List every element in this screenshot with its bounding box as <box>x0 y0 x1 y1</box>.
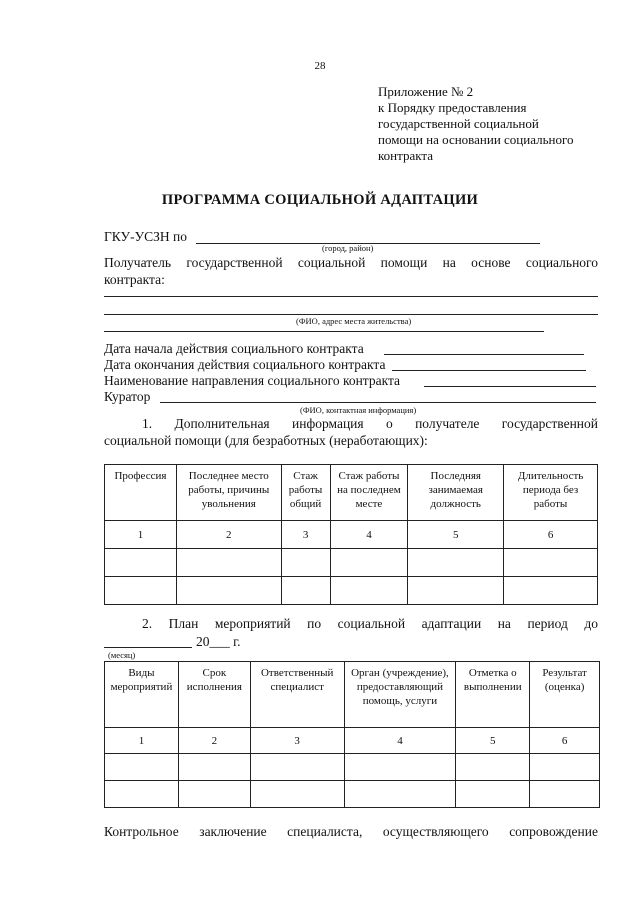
start-date-label: Дата начала действия социального контракта <box>104 341 364 356</box>
appendix-line: Приложение № 2 <box>378 84 474 99</box>
appendix-line: контракта <box>378 148 433 163</box>
section1-number-cell: 3 <box>281 521 330 549</box>
table-row <box>105 549 598 577</box>
section2-header-cell: Виды мероприятий <box>105 662 179 728</box>
recipient-input-line[interactable] <box>104 331 544 332</box>
section2-header-cell: Отметка о выполнении <box>456 662 530 728</box>
empty-cell[interactable] <box>250 754 344 781</box>
empty-cell[interactable] <box>344 754 456 781</box>
section1-header-cell: Стаж работы на последнем месте <box>330 465 408 521</box>
curator-caption: (ФИО, контактная информация) <box>300 405 417 415</box>
section1-heading-line2: социальной помощи (для безработных (неработающих): <box>104 433 428 448</box>
empty-cell[interactable] <box>330 577 408 605</box>
end-date-input-line[interactable] <box>392 370 586 371</box>
empty-cell[interactable] <box>105 781 179 808</box>
section1-number-row <box>105 521 598 549</box>
empty-cell[interactable] <box>178 754 250 781</box>
empty-cell[interactable] <box>504 577 598 605</box>
empty-cell[interactable] <box>456 754 530 781</box>
table-row <box>105 754 600 781</box>
page-title: ПРОГРАММА СОЦИАЛЬНОЙ АДАПТАЦИИ <box>161 192 479 208</box>
section1-header-cell: Последняя занимаемая должность <box>408 465 504 521</box>
recipient-text-line1: Получатель государственной социальной помощи на основе социального <box>104 255 598 270</box>
empty-cell[interactable] <box>456 781 530 808</box>
empty-cell[interactable] <box>504 549 598 577</box>
section2-header-cell: Срок исполнения <box>178 662 250 728</box>
empty-cell[interactable] <box>178 781 250 808</box>
empty-cell[interactable] <box>176 549 281 577</box>
period-year: 20___ г. <box>196 634 241 649</box>
section2-number-row <box>105 728 600 754</box>
section1-header-row <box>105 465 598 521</box>
empty-cell[interactable] <box>281 549 330 577</box>
section2-heading-line1: 2. План мероприятий по социальной адаптации на период до <box>142 616 598 631</box>
table-row <box>105 577 598 605</box>
section1-header-cell: Последнее место работы, причины увольнения <box>176 465 281 521</box>
section2-header-cell: Ответственный специалист <box>250 662 344 728</box>
section1-number-cell: 4 <box>330 521 408 549</box>
section1-header-cell: Профессия <box>105 465 177 521</box>
table-row <box>105 781 600 808</box>
section2-number-cell: 2 <box>178 728 250 754</box>
recipient-input-line[interactable] <box>104 314 598 315</box>
recipient-caption: (ФИО, адрес места жительства) <box>296 316 412 326</box>
direction-input-line[interactable] <box>424 386 596 387</box>
section2-number-cell: 3 <box>250 728 344 754</box>
curator-label: Куратор <box>104 389 151 404</box>
appendix-line: помощи на основании социального <box>378 132 574 147</box>
section2-number-cell: 1 <box>105 728 179 754</box>
period-month-input-line[interactable] <box>104 647 192 648</box>
empty-cell[interactable] <box>176 577 281 605</box>
section2-number-cell: 4 <box>344 728 456 754</box>
section1-number-cell: 2 <box>176 521 281 549</box>
section1-table <box>104 464 598 605</box>
control-conclusion-text: Контрольное заключение специалиста, осуществляющего сопровождение <box>104 824 598 839</box>
empty-cell[interactable] <box>530 781 600 808</box>
direction-label: Наименование направления социального контракта <box>104 373 401 388</box>
section1-number-cell: 6 <box>504 521 598 549</box>
section1-number-cell: 1 <box>105 521 177 549</box>
section2-header-cell: Результат (оценка) <box>530 662 600 728</box>
curator-input-line[interactable] <box>160 402 596 403</box>
empty-cell[interactable] <box>105 577 177 605</box>
section1-header-cell: Длительность периода без работы <box>504 465 598 521</box>
empty-cell[interactable] <box>330 549 408 577</box>
section2-header-row <box>105 662 600 728</box>
appendix-line: государственной социальной <box>378 116 539 131</box>
end-date-label: Дата окончания действия социального контракта <box>104 357 386 372</box>
empty-cell[interactable] <box>530 754 600 781</box>
empty-cell[interactable] <box>105 549 177 577</box>
empty-cell[interactable] <box>408 549 504 577</box>
recipient-input-line[interactable] <box>104 296 598 297</box>
section2-table <box>104 661 600 808</box>
section2-header-cell: Орган (учреждение), предоставляющий помощь, услуги <box>344 662 456 728</box>
gku-label: ГКУ-УСЗН по <box>104 229 188 244</box>
recipient-text-line2: контракта: <box>104 272 165 287</box>
section1-number-cell: 5 <box>408 521 504 549</box>
section2-number-cell: 6 <box>530 728 600 754</box>
empty-cell[interactable] <box>105 754 179 781</box>
appendix-block <box>378 84 574 164</box>
start-date-input-line[interactable] <box>384 354 584 355</box>
page-number: 28 <box>314 60 326 72</box>
appendix-line: к Порядку предоставления <box>378 100 527 115</box>
month-caption: (месяц) <box>108 650 136 660</box>
section1-heading-line1: 1. Дополнительная информация о получателе государственной <box>142 416 598 431</box>
empty-cell[interactable] <box>408 577 504 605</box>
gku-caption: (город, район) <box>322 243 374 253</box>
section1-header-cell: Стаж работы общий <box>281 465 330 521</box>
empty-cell[interactable] <box>250 781 344 808</box>
section2-number-cell: 5 <box>456 728 530 754</box>
empty-cell[interactable] <box>344 781 456 808</box>
empty-cell[interactable] <box>281 577 330 605</box>
